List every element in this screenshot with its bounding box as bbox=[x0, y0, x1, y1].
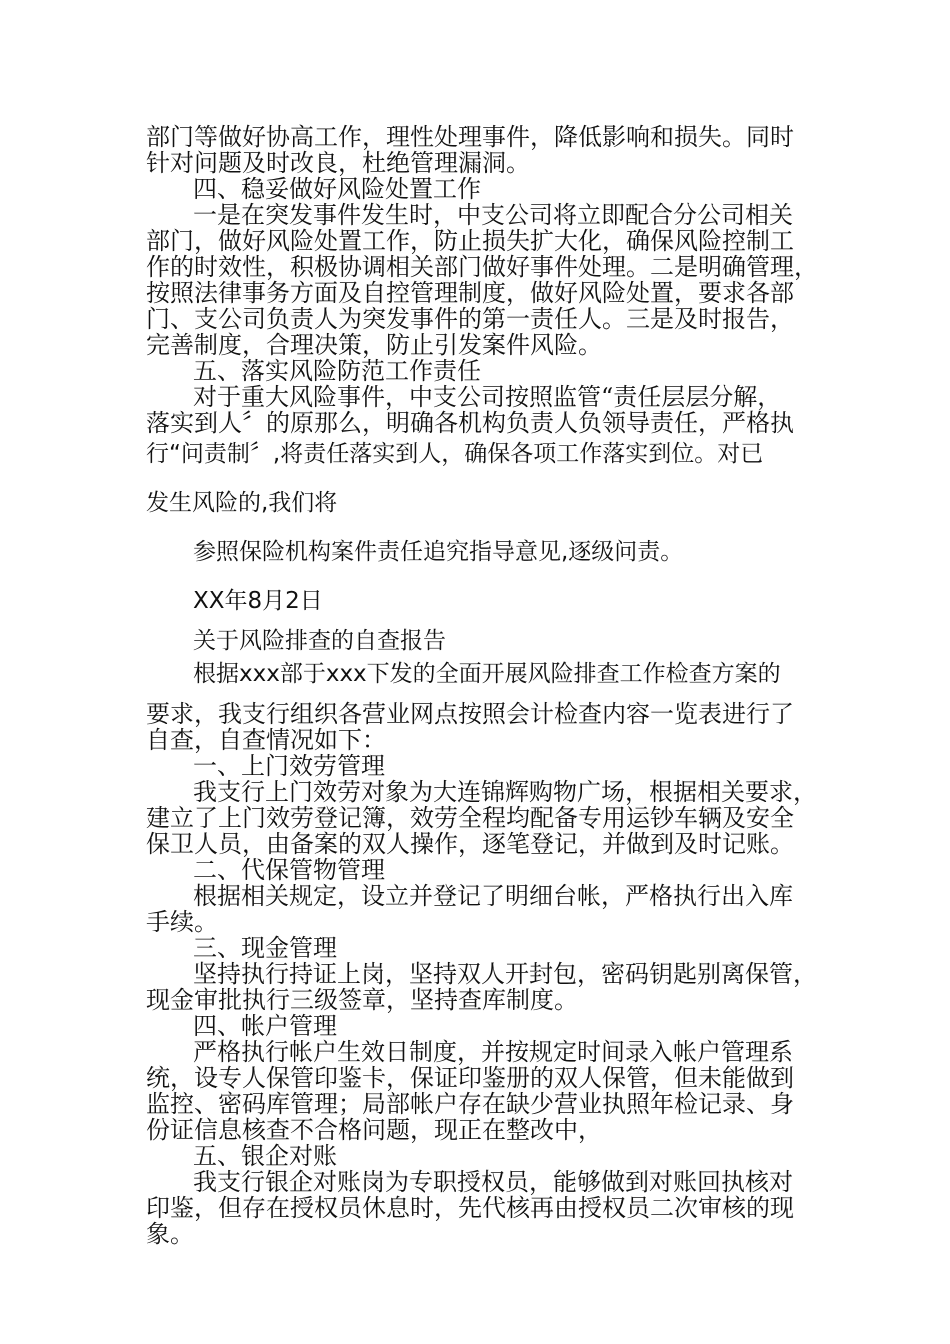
section-heading: 四、稳妥做好风险处置工作 bbox=[193, 175, 481, 203]
section-heading: 二、代保管物管理 bbox=[193, 856, 385, 884]
body-line: 根据相关规定，设立并登记了明细台帐，严格执行出入库 bbox=[193, 882, 793, 910]
body-line: 作的时效性，积极协调相关部门做好事件处理。二是明确管理， bbox=[146, 253, 818, 281]
section-heading: 一、上门效劳管理 bbox=[193, 752, 385, 780]
body-line: 参照保险机构案件责任追究指导意见,逐级问责。 bbox=[193, 539, 684, 565]
body-line: 自查，自查情况如下： bbox=[146, 726, 386, 754]
body-line: 按照法律事务方面及自控管理制度，做好风险处置，要求各部 bbox=[146, 279, 794, 307]
section-heading: 三、现金管理 bbox=[193, 934, 337, 962]
body-line: 象。 bbox=[146, 1220, 194, 1248]
date-line: XX年8月2日 bbox=[193, 588, 323, 614]
body-line: 行“问责制〞,将责任落实到人，确保各项工作落实到位。对已 bbox=[146, 441, 764, 467]
body-line: 根据xxx部于xxx下发的全面开展风险排查工作检查方案的 bbox=[193, 661, 781, 687]
body-line: 针对问题及时改良，杜绝管理漏洞。 bbox=[146, 149, 530, 177]
body-line: 要求，我支行组织各营业网点按照会计检查内容一览表进行了 bbox=[146, 700, 794, 728]
section-heading: 四、帐户管理 bbox=[193, 1012, 337, 1040]
body-line: 统，设专人保管印鉴卡，保证印鉴册的双人保管，但未能做到 bbox=[146, 1064, 794, 1092]
body-line: 印鉴，但存在授权员休息时，先代核再由授权员二次审核的现 bbox=[146, 1194, 794, 1222]
body-line: 落实到人〞的原那么，明确各机构负责人负领导责任，严格执 bbox=[146, 409, 794, 437]
body-line: 对于重大风险事件，中支公司按照监管“责任层层分解， bbox=[193, 383, 782, 411]
body-line: 建立了上门效劳登记簿，效劳全程均配备专用运钞车辆及安全 bbox=[146, 804, 794, 832]
body-line: 发生风险的,我们将 bbox=[146, 490, 338, 516]
body-line: 门、支公司负责人为突发事件的第一责任人。三是及时报告， bbox=[146, 305, 794, 333]
body-line: 保卫人员，由备案的双人操作，逐笔登记，并做到及时记账。 bbox=[146, 830, 794, 858]
body-line: 份证信息核查不合格问题，现正在整改中， bbox=[146, 1116, 602, 1144]
body-line: 我支行银企对账岗为专职授权员，能够做到对账回执核对 bbox=[193, 1168, 793, 1196]
body-line: 监控、密码库管理；局部帐户存在缺少营业执照年检记录、身 bbox=[146, 1090, 794, 1118]
body-line: 部门，做好风险处置工作，防止损失扩大化，确保风险控制工 bbox=[146, 227, 794, 255]
body-line: 手续。 bbox=[146, 908, 218, 936]
body-line: 我支行上门效劳对象为大连锦辉购物广场，根据相关要求， bbox=[193, 778, 817, 806]
report-title: 关于风险排查的自查报告 bbox=[193, 628, 446, 654]
body-line: 坚持执行持证上岗，坚持双人开封包，密码钥匙别离保管， bbox=[193, 960, 817, 988]
body-line: 完善制度，合理决策，防止引发案件风险。 bbox=[146, 331, 602, 359]
body-line: 严格执行帐户生效日制度，并按规定时间录入帐户管理系 bbox=[193, 1038, 793, 1066]
body-line: 一是在突发事件发生时，中支公司将立即配合分公司相关 bbox=[193, 201, 793, 229]
body-line: 现金审批执行三级签章，坚持查库制度。 bbox=[146, 986, 578, 1014]
section-heading: 五、落实风险防范工作责任 bbox=[193, 357, 481, 385]
section-heading: 五、银企对账 bbox=[193, 1142, 337, 1170]
body-line: 部门等做好协高工作，理性处理事件，降低影响和损失。同时 bbox=[146, 123, 794, 151]
